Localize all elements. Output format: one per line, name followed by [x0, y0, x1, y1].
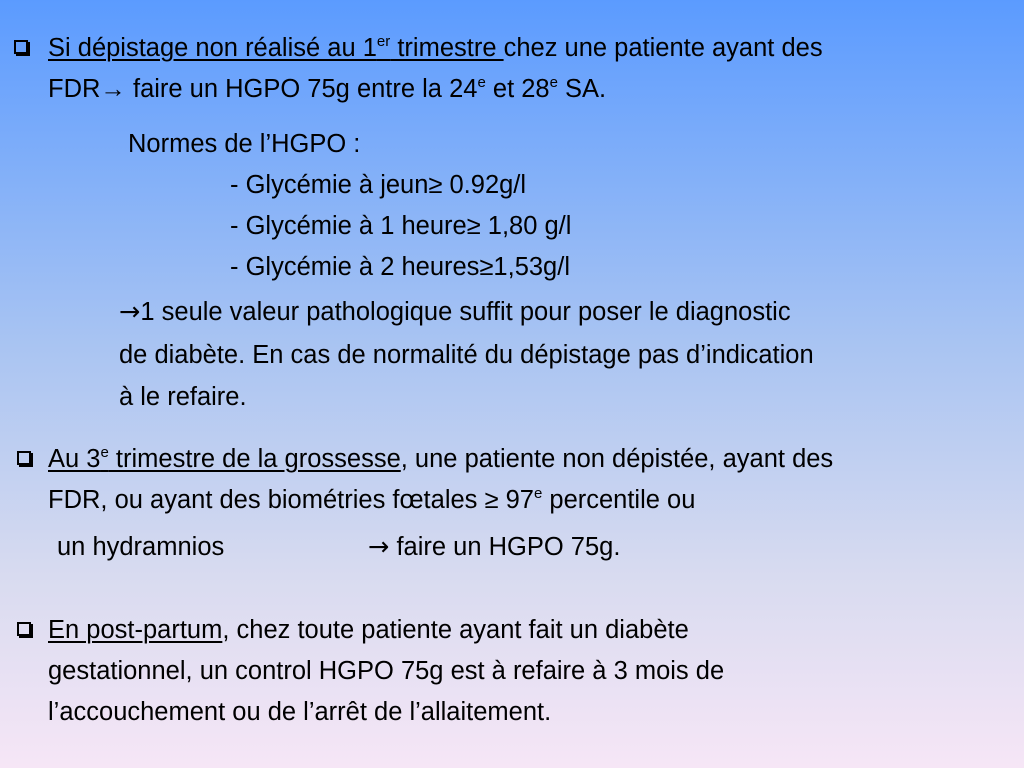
- section1-line2: FDR→ faire un HGPO 75g entre la 24e et 28e SA.: [48, 74, 607, 103]
- section1-underlined-text: Si dépistage non réalisé au 1er trimestre: [48, 33, 504, 62]
- section2-underlined-text: Au 3e trimestre de la grossesse: [48, 444, 401, 473]
- arrow-right-icon: →: [368, 532, 390, 562]
- checkbox-bullet-icon: [14, 40, 28, 54]
- section2-line2: FDR, ou ayant des biométries fœtales ≥ $97^e$ percentile ou: [48, 485, 696, 514]
- arrow-right-icon: →: [119, 297, 141, 327]
- normes-title: Normes de l’HGPO :: [128, 130, 361, 158]
- normes-item: - Glycémie à 2 heures≥1,53g/l: [230, 253, 570, 281]
- checkbox-bullet-icon: [17, 622, 31, 636]
- section2-line3-action: → faire un HGPO 75g.: [368, 532, 621, 562]
- section2-line3: un hydramnios: [57, 533, 225, 561]
- note-line1: →1 seule valeur pathologique suffit pour poser le diagnostic: [119, 297, 791, 327]
- section3-underlined-text: En post-partum: [48, 616, 223, 644]
- section3-line1: En post-partum, chez toute patiente ayant fait un diabète: [48, 616, 689, 644]
- normes-item: - Glycémie à 1 heure≥ 1,80 g/l: [230, 212, 572, 240]
- checkbox-bullet-icon: [17, 451, 31, 465]
- section3-line3: l’accouchement ou de l’arrêt de l’allaitement.: [48, 698, 552, 726]
- note-line2: de diabète. En cas de normalité du dépistage pas d’indication: [119, 341, 814, 369]
- note-line3: à le refaire.: [119, 383, 247, 411]
- normes-item: - Glycémie à jeun≥ 0.92g/l: [230, 171, 527, 199]
- section3-line2: gestationnel, un control HGPO 75g est à refaire à 3 mois de: [48, 657, 725, 685]
- section2-line1: Au 3e trimestre de la grossesse, une patiente non dépistée, ayant des: [48, 444, 834, 473]
- section1-line1: Si dépistage non réalisé au 1er trimestre chez une patiente ayant des: [48, 33, 823, 62]
